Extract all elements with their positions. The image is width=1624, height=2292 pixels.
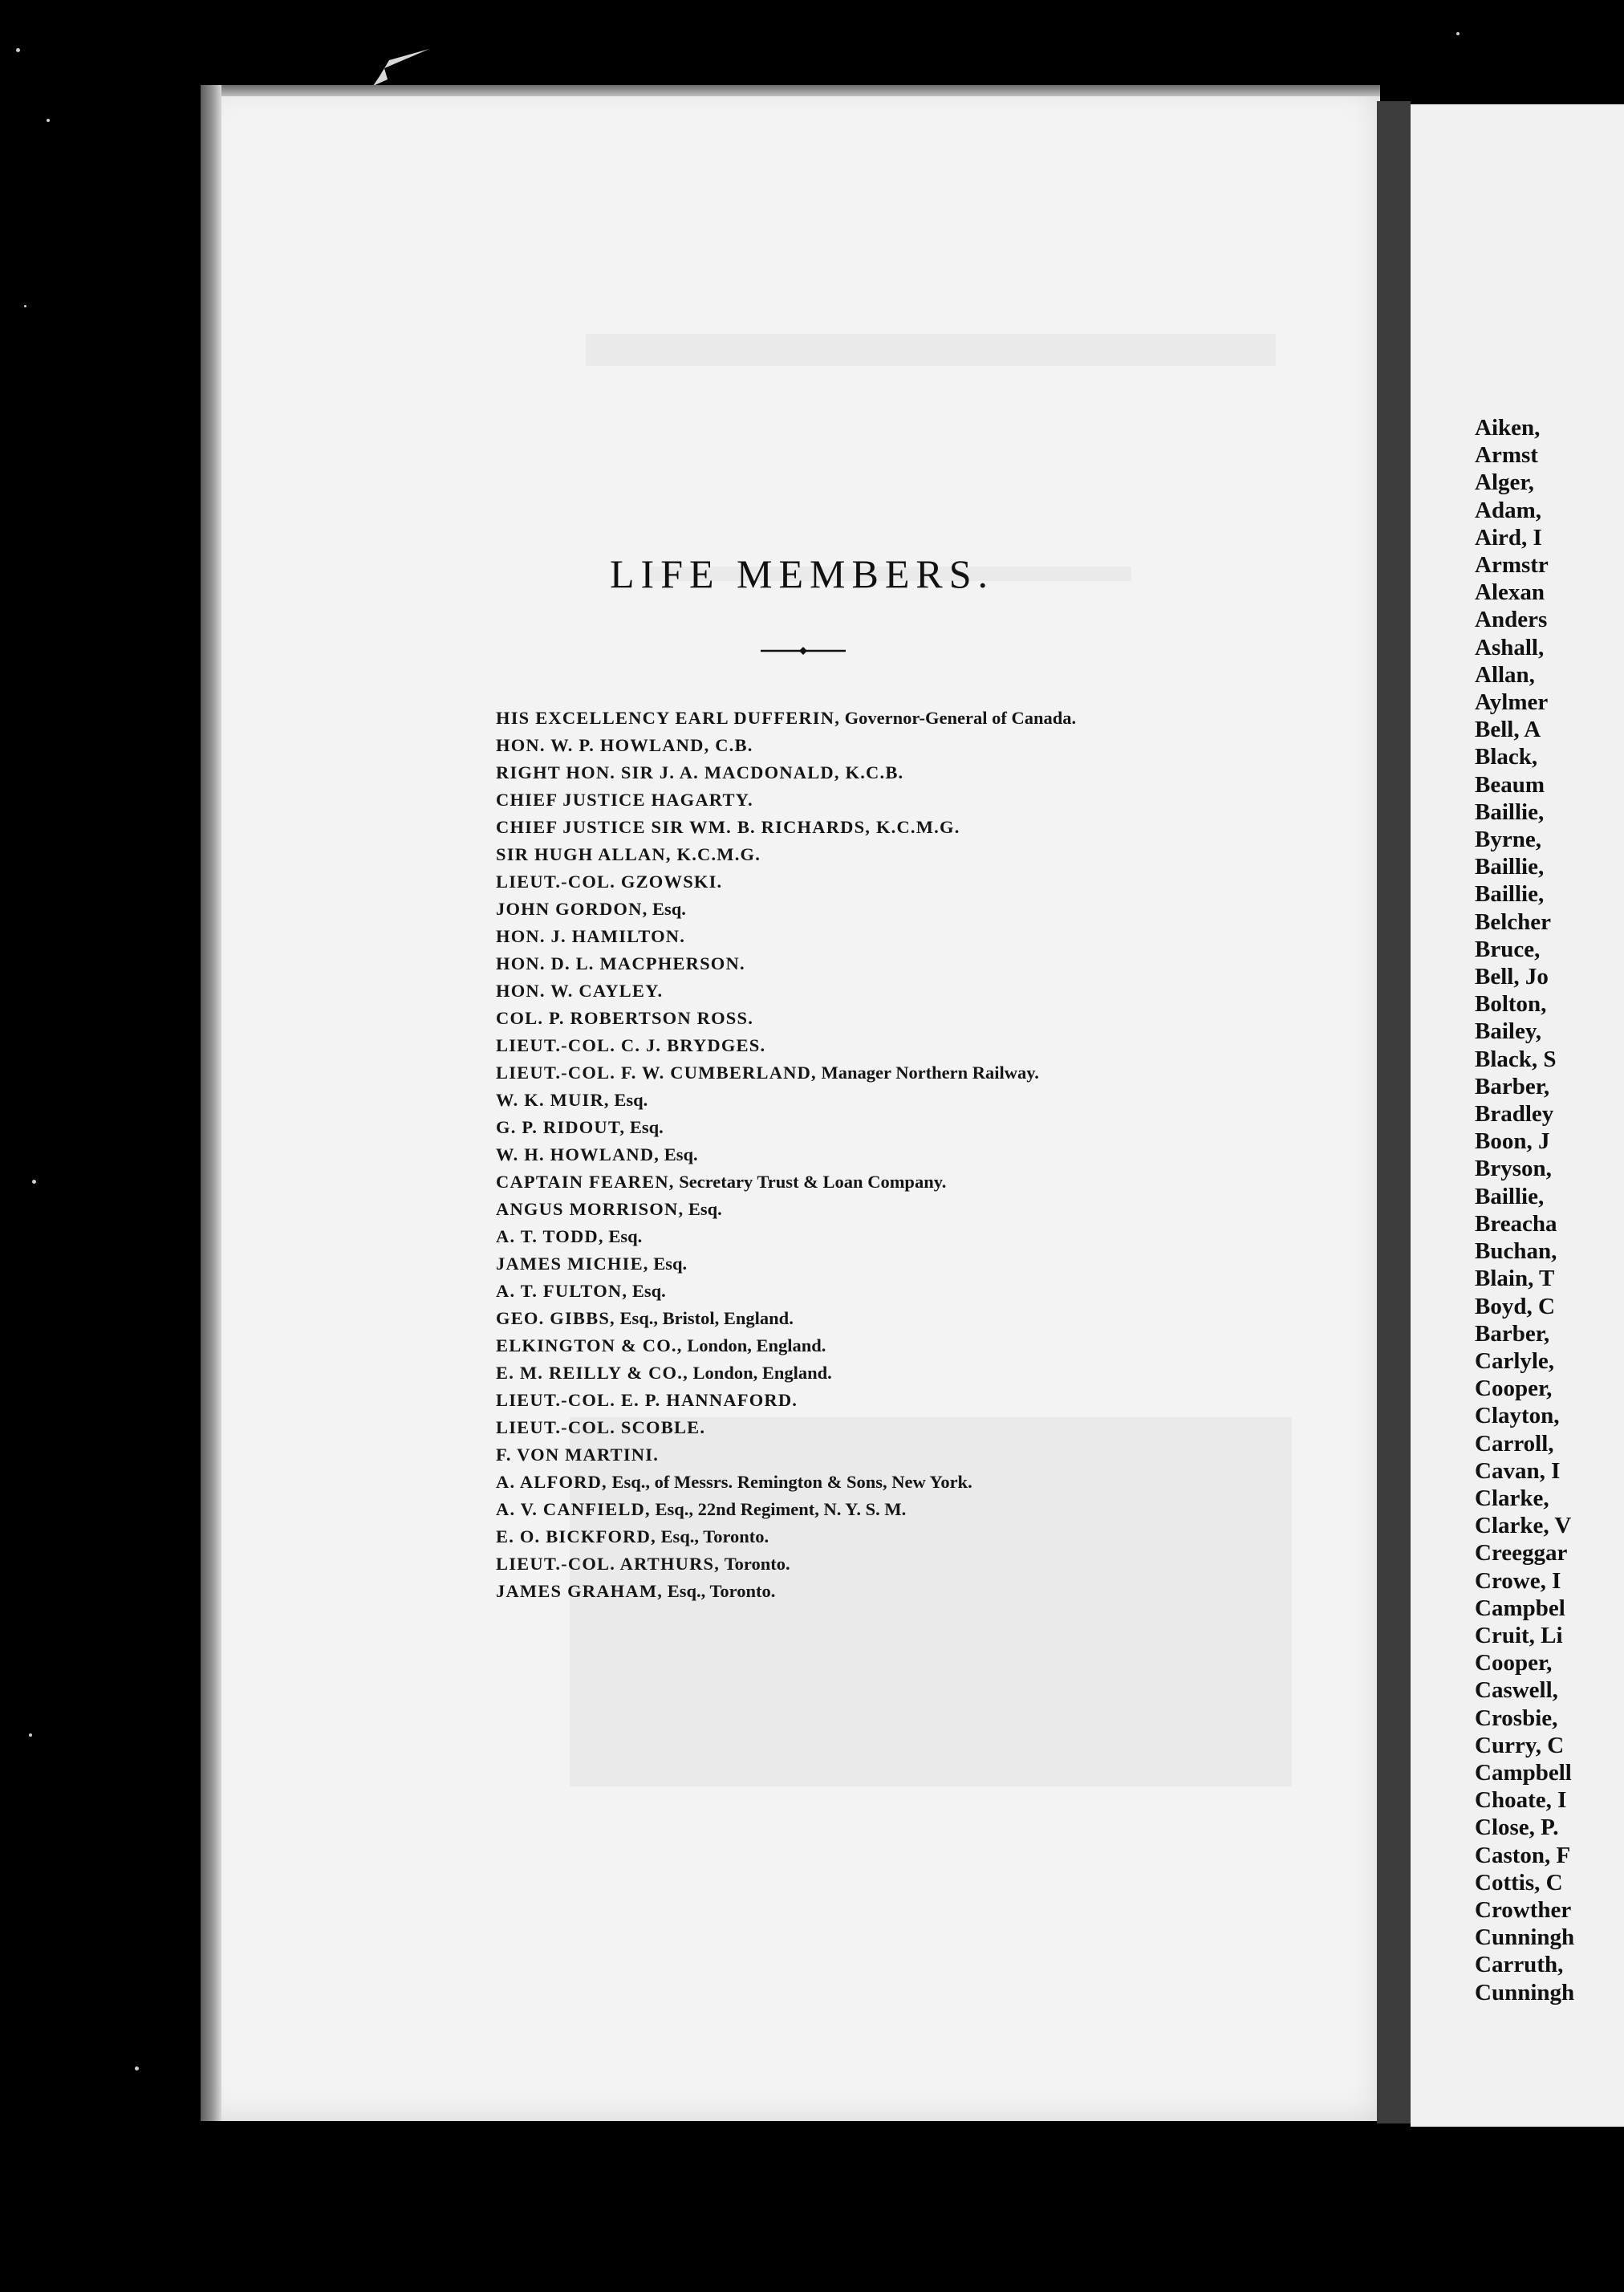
- member-description: Esq.: [614, 1090, 648, 1110]
- right-page-name: Clarke,: [1475, 1485, 1549, 1511]
- member-entry: [496, 1578, 1076, 1605]
- right-page-name: Aird, I: [1475, 524, 1542, 551]
- right-page-name: Black,: [1475, 744, 1538, 770]
- member-name: LIEUT.-COL. C. J. BRYDGES.: [496, 1035, 766, 1055]
- right-page-name: Choate, I: [1475, 1787, 1567, 1814]
- right-page-name: Adam,: [1475, 497, 1541, 523]
- right-page-name: Cottis, C: [1475, 1869, 1563, 1896]
- member-name: LIEUT.-COL. SCOBLE.: [496, 1417, 706, 1437]
- member-entry: [496, 1387, 1076, 1414]
- member-entry: [496, 1496, 1076, 1523]
- member-description: Esq.: [631, 1281, 666, 1301]
- right-page-name: Campbell: [1475, 1759, 1572, 1786]
- right-page-name: Cavan, I: [1475, 1457, 1561, 1484]
- right-page-name: Cruit, Li: [1475, 1622, 1563, 1648]
- dust-speck: [47, 119, 50, 122]
- right-page-name: Aiken,: [1475, 415, 1541, 441]
- binding-edge: [201, 85, 221, 2121]
- member-entry: [496, 1278, 1076, 1305]
- dust-speck: [135, 2066, 139, 2071]
- member-name: HIS EXCELLENCY EARL DUFFERIN,: [496, 708, 841, 728]
- member-name: HON. J. HAMILTON.: [496, 926, 686, 946]
- member-description: Esq.: [608, 1226, 643, 1246]
- dust-speck: [24, 305, 26, 307]
- title-ornament-rule: [761, 646, 846, 656]
- member-entry: [496, 732, 1076, 759]
- right-page-name: Blain, T: [1475, 1266, 1555, 1292]
- member-description: Esq.: [664, 1144, 698, 1164]
- right-page-name: Clarke, V: [1475, 1513, 1572, 1539]
- bleed-through-heading: [586, 334, 1276, 366]
- member-description: Esq., Toronto.: [660, 1526, 769, 1546]
- member-entry: [496, 786, 1076, 814]
- right-page-name: Ashall,: [1475, 634, 1545, 660]
- member-name: A. V. CANFIELD,: [496, 1499, 651, 1519]
- member-name: LIEUT.-COL. F. W. CUMBERLAND,: [496, 1063, 817, 1083]
- page-top-edge: [201, 85, 1380, 96]
- member-name: E. M. REILLY & CO.,: [496, 1363, 688, 1383]
- member-entry: [496, 1059, 1076, 1087]
- member-name: E. O. BICKFORD,: [496, 1526, 656, 1546]
- member-name: ANGUS MORRISON,: [496, 1199, 684, 1219]
- right-page-name: Allan,: [1475, 661, 1535, 688]
- right-page-name: Crosbie,: [1475, 1705, 1558, 1731]
- right-page-name: Crowe, I: [1475, 1567, 1561, 1594]
- member-description: Toronto.: [724, 1554, 790, 1574]
- member-entry: [496, 759, 1076, 786]
- member-entry: [496, 1087, 1076, 1114]
- member-name: A. ALFORD,: [496, 1472, 607, 1492]
- member-name: A. T. TODD,: [496, 1226, 604, 1246]
- life-members-list: [496, 705, 1076, 1605]
- member-description: Esq., 22nd Regiment, N. Y. S. M.: [655, 1499, 907, 1519]
- member-entry: [496, 705, 1076, 732]
- right-page-name: Bell, Jo: [1475, 964, 1549, 990]
- right-page-name: Bolton,: [1475, 991, 1547, 1018]
- member-entry: [496, 1441, 1076, 1469]
- member-name: CHIEF JUSTICE HAGARTY.: [496, 790, 753, 810]
- right-page-name: Crowther: [1475, 1896, 1572, 1923]
- member-description: Esq.: [653, 1254, 688, 1274]
- member-name: HON. W. CAYLEY.: [496, 981, 664, 1001]
- member-description: Esq., Toronto.: [667, 1581, 776, 1601]
- right-page-name: Bruce,: [1475, 936, 1541, 962]
- right-page-name: Cooper,: [1475, 1376, 1553, 1402]
- member-description: Secretary Trust & Loan Company.: [679, 1172, 947, 1192]
- member-entry: [496, 1141, 1076, 1168]
- member-entry: [496, 977, 1076, 1005]
- right-page-name: Close, P.: [1475, 1814, 1559, 1841]
- member-name: A. T. FULTON,: [496, 1281, 628, 1301]
- right-page-name: Carroll,: [1475, 1430, 1554, 1457]
- right-page-name: Barber,: [1475, 1073, 1550, 1099]
- member-description: Esq.: [629, 1117, 664, 1137]
- member-description: London, England.: [687, 1335, 826, 1355]
- member-entry: [496, 1223, 1076, 1250]
- member-entry: [496, 1305, 1076, 1332]
- member-description: Governor-General of Canada.: [844, 708, 1077, 728]
- right-page-name: Baillie,: [1475, 1183, 1545, 1209]
- right-page-name: Boyd, C: [1475, 1293, 1555, 1319]
- right-page-name: Belcher: [1475, 908, 1552, 935]
- member-entry: [496, 1359, 1076, 1387]
- right-page-name: Baillie,: [1475, 854, 1545, 880]
- dust-speck: [32, 1180, 36, 1184]
- right-page-name: Anders: [1475, 607, 1548, 633]
- member-description: Esq., Bristol, England.: [619, 1308, 794, 1328]
- member-name: F. VON MARTINI.: [496, 1445, 660, 1465]
- right-page-name: Baillie,: [1475, 799, 1545, 825]
- member-name: LIEUT.-COL. ARTHURS,: [496, 1554, 721, 1574]
- member-entry: [496, 814, 1076, 841]
- member-name: LIEUT.-COL. E. P. HANNAFORD.: [496, 1390, 798, 1410]
- member-name: SIR HUGH ALLAN, K.C.M.G.: [496, 844, 761, 864]
- right-page-name: Cunningh: [1475, 1924, 1575, 1951]
- right-page-name: Armstr: [1475, 552, 1549, 579]
- member-name: CAPTAIN FEAREN,: [496, 1172, 675, 1192]
- member-entry: [496, 1114, 1076, 1141]
- right-page-name: Caston, F: [1475, 1842, 1571, 1868]
- member-entry: [496, 1032, 1076, 1059]
- member-name: HON. D. L. MACPHERSON.: [496, 953, 745, 973]
- member-name: GEO. GIBBS,: [496, 1308, 615, 1328]
- member-name: W. K. MUIR,: [496, 1090, 610, 1110]
- right-page-name: Bailey,: [1475, 1018, 1541, 1045]
- member-entry: [496, 1523, 1076, 1550]
- right-page-name: Cunningh: [1475, 1979, 1575, 2006]
- right-page-name: Carlyle,: [1475, 1347, 1555, 1374]
- right-page-name: Bradley: [1475, 1101, 1554, 1128]
- right-page-name: Armst: [1475, 442, 1538, 469]
- right-page-name: Byrne,: [1475, 827, 1541, 853]
- member-description: Esq., of Messrs. Remington & Sons, New York.: [611, 1472, 972, 1492]
- right-page: [1411, 104, 1624, 2127]
- right-page-name: Aylmer: [1475, 689, 1549, 716]
- right-page-name: Campbel: [1475, 1595, 1565, 1621]
- member-name: CHIEF JUSTICE SIR WM. B. RICHARDS, K.C.M.G.: [496, 817, 960, 837]
- right-page-name-list: [1475, 414, 1574, 2006]
- member-description: Esq.: [688, 1199, 722, 1219]
- right-page-name: Baillie,: [1475, 881, 1545, 908]
- right-page-name: Black, S: [1475, 1046, 1557, 1072]
- member-entry: [496, 896, 1076, 923]
- dust-speck: [16, 48, 20, 52]
- page-title: LIFE MEMBERS.: [610, 551, 995, 596]
- member-entry: [496, 950, 1076, 977]
- right-page-name: Beaum: [1475, 771, 1545, 798]
- right-page-name: Barber,: [1475, 1320, 1550, 1347]
- member-description: London, England.: [692, 1363, 832, 1383]
- member-name: RIGHT HON. SIR J. A. MACDONALD, K.C.B.: [496, 762, 904, 782]
- member-entry: [496, 1550, 1076, 1578]
- right-page-name: Bell, A: [1475, 717, 1541, 743]
- member-entry: [496, 1469, 1076, 1496]
- right-page-name: Bryson,: [1475, 1156, 1552, 1182]
- member-entry: [496, 1168, 1076, 1196]
- member-name: JAMES MICHIE,: [496, 1254, 649, 1274]
- member-name: G. P. RIDOUT,: [496, 1117, 626, 1137]
- right-page-name: Alger,: [1475, 469, 1534, 496]
- member-entry: [496, 1414, 1076, 1441]
- member-entry: [496, 1005, 1076, 1032]
- right-page-name: Alexan: [1475, 579, 1545, 606]
- book-gutter: [1377, 101, 1411, 2123]
- right-page-name: Creeggar: [1475, 1540, 1568, 1567]
- member-name: JOHN GORDON,: [496, 899, 648, 919]
- member-entry: [496, 1332, 1076, 1359]
- dust-speck: [29, 1733, 32, 1737]
- member-name: COL. P. ROBERTSON ROSS.: [496, 1008, 754, 1028]
- member-entry: [496, 1250, 1076, 1278]
- member-entry: [496, 841, 1076, 868]
- right-page-name: Carruth,: [1475, 1952, 1564, 1978]
- member-name: HON. W. P. HOWLAND, C.B.: [496, 735, 753, 755]
- right-page-name: Buchan,: [1475, 1238, 1557, 1265]
- member-name: ELKINGTON & CO.,: [496, 1335, 683, 1355]
- member-description: Manager Northern Railway.: [821, 1063, 1039, 1083]
- dust-speck: [1456, 32, 1460, 35]
- member-name: LIEUT.-COL. GZOWSKI.: [496, 872, 723, 892]
- member-name: W. H. HOWLAND,: [496, 1144, 660, 1164]
- right-page-name: Clayton,: [1475, 1403, 1560, 1429]
- member-entry: [496, 1196, 1076, 1223]
- right-page-name: Boon, J: [1475, 1128, 1550, 1155]
- member-entry: [496, 868, 1076, 896]
- right-page-name: Curry, C: [1475, 1732, 1565, 1758]
- right-page-name: Caswell,: [1475, 1677, 1558, 1704]
- member-description: Esq.: [652, 899, 686, 919]
- right-page-name: Breacha: [1475, 1210, 1557, 1237]
- member-name: JAMES GRAHAM,: [496, 1581, 664, 1601]
- member-entry: [496, 923, 1076, 950]
- right-page-name: Cooper,: [1475, 1650, 1553, 1676]
